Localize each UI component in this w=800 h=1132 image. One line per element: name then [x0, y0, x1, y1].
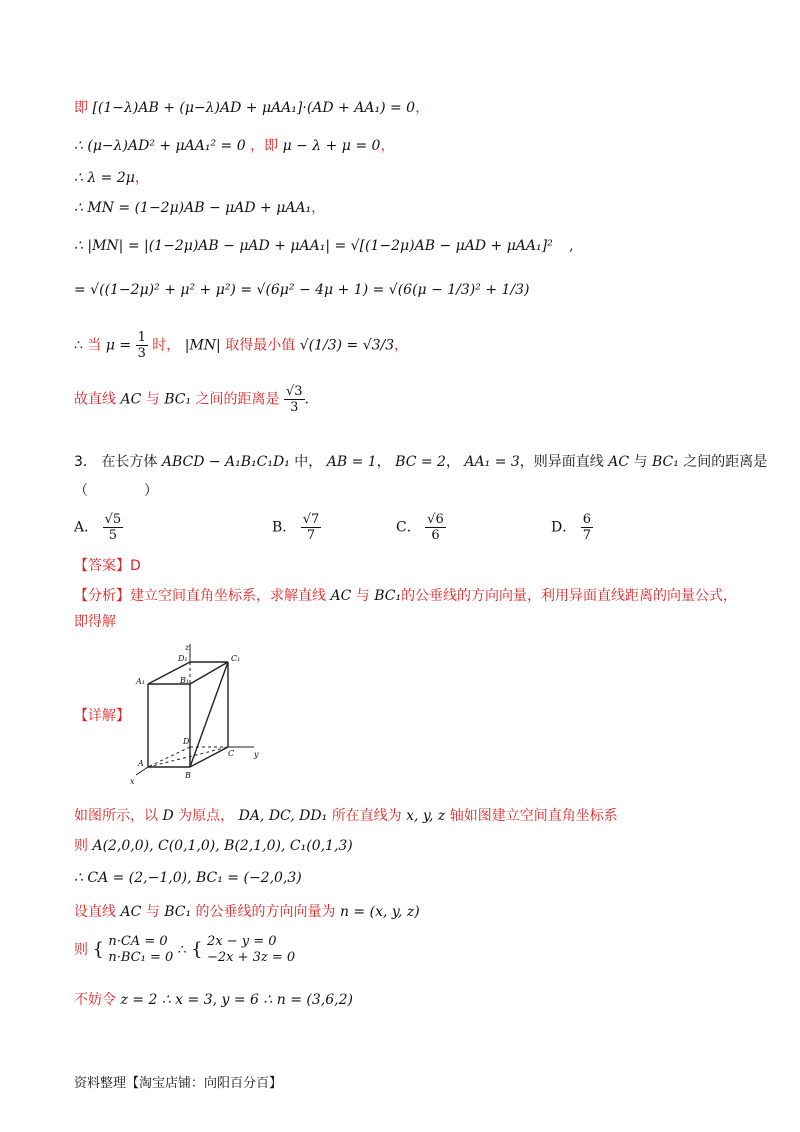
answer-blank: （ ） — [74, 483, 158, 499]
vertex-a1-label: A₁ — [136, 677, 145, 686]
vector-coordinates: ∴ CA = (2,−1,0), BC₁ = (−2,0,3) — [74, 870, 302, 886]
system-2: 2x − y = 0 −2x + 3z = 0 — [206, 934, 296, 965]
equation: [(1−λ)AB + (μ−λ)AD + μAA₁]·(AD + AA₁) = 0 — [92, 100, 416, 116]
solid-name: ABCD − A₁B₁C₁D₁ — [161, 454, 290, 470]
option-label: B． — [272, 519, 297, 536]
equation: ∴ (μ−λ)AD² + μAA₁² = 0 — [74, 138, 246, 154]
solution-text: 为原点， — [178, 808, 235, 824]
option-label: A． — [74, 519, 99, 536]
solution-line-5: 则 { n·CA = 0 n·BC₁ = 0 ∴ { 2x − y = 0 −2x + 3z = 0 — [74, 934, 296, 965]
solution-text: 设直线 — [74, 904, 116, 920]
mn-magnitude: |MN| — [184, 337, 221, 354]
line-bc1: BC₁ — [164, 391, 192, 408]
answer-value: D — [130, 558, 141, 574]
option-value: $\frac{√6}{6}$ — [427, 512, 444, 543]
question-text-e: 之间的距离是 — [683, 454, 768, 470]
question-text-a: 在长方体 — [101, 454, 158, 470]
analysis-text-3: 即得解 — [74, 614, 116, 630]
derivation-line-2: ∴ (μ−λ)AD² + μAA₁² = 0 ，即 μ − λ + μ = 0， — [74, 138, 395, 154]
question-number: 3． — [74, 454, 97, 470]
time-text: 时， — [152, 337, 181, 354]
mu-label: μ = — [105, 337, 132, 354]
analysis-text-1: 建立空间直角坐标系，求解直线 — [130, 588, 326, 604]
derivation-line-4: ∴ MN = (1−2μ)AB − μAD + μAA₁， — [74, 200, 326, 216]
normal-vector: n = (x, y, z) — [339, 904, 420, 920]
option-value: $\frac{√5}{5}$ — [104, 512, 122, 543]
solution-line-1 — [74, 806, 618, 826]
vertex-c-label: C — [228, 749, 235, 758]
conclusion-text-c: 之间的距离是 — [195, 391, 280, 408]
derivation-line-6 — [74, 280, 530, 300]
bc-length: BC = 2 — [395, 454, 446, 470]
therefore-symbol: ∴ — [74, 337, 83, 354]
option-value: $\frac{√7}{7}$ — [302, 512, 320, 543]
solution-text: 则 — [74, 942, 88, 958]
option-a[interactable] — [74, 512, 123, 543]
solution-line-3 — [74, 868, 302, 888]
box-figure — [128, 640, 268, 790]
option-label: D． — [551, 519, 577, 536]
question-text-c: ，则异面直线 — [519, 454, 604, 470]
line-bc1: BC₁ — [651, 454, 679, 470]
option-b[interactable] — [272, 512, 321, 543]
solution-line-4 — [74, 902, 420, 922]
vertex-c1-label: C₁ — [231, 654, 241, 663]
solution-text: 轴如图建立空间直角坐标系 — [449, 808, 618, 824]
when-text: 当 — [87, 337, 102, 354]
solution-result: z = 2 ∴ x = 3, y = 6 ∴ n = (3,6,2) — [120, 992, 353, 1008]
solution-line-2 — [74, 836, 353, 856]
solution-text: 的公垂线的方向向量为 — [195, 904, 336, 920]
axis-y-label: y — [254, 750, 259, 759]
axis-lines: DA, DC, DD₁ — [238, 808, 328, 824]
page-footer: 资料整理【淘宝店铺：向阳百分百】 — [74, 1076, 283, 1091]
vertex-b1-label: B₁ — [180, 676, 190, 685]
equation: ∴ MN = (1−2μ)AB − μAD + μAA₁ — [74, 200, 312, 216]
option-d[interactable] — [551, 512, 593, 543]
derivation-line-3: ∴ λ = 2μ， — [74, 170, 149, 186]
connector-text: ，即 — [250, 138, 279, 154]
axis-names: x, y, z — [406, 808, 446, 824]
origin-d: D — [162, 808, 174, 824]
derivation-conclusion: 故直线 AC 与 BC₁ 之间的距离是 $\frac{√3}{3}$ . — [74, 384, 309, 415]
equation: ∴ λ = 2μ — [74, 170, 135, 186]
min-value: √(1/3) = √3/3 — [299, 337, 395, 354]
vertex-d1-label: D₁ — [178, 654, 188, 663]
solution-text: 如图所示，以 — [74, 808, 158, 824]
vertex-b-label: B — [185, 771, 191, 780]
answer-line — [74, 556, 141, 576]
vertex-d-label: D — [183, 737, 190, 746]
solution-line-6 — [74, 990, 353, 1010]
option-c[interactable] — [396, 512, 446, 543]
line-ac: AC — [608, 454, 630, 470]
solution-text: 则 — [74, 838, 88, 854]
line-ac: AC — [330, 588, 352, 604]
analysis-line-2 — [74, 612, 116, 632]
conclusion-text-a: 故直线 — [74, 391, 116, 408]
solution-text: 与 — [145, 904, 160, 920]
ab-length: AB = 1 — [326, 454, 377, 470]
detail-tag-line — [74, 706, 130, 726]
system-1: n·CA = 0 n·BC₁ = 0 — [108, 934, 174, 965]
analysis-text-2: 的公垂线的方向向量，利用异面直线距离的向量公式， — [401, 588, 738, 604]
therefore-symbol: ∴ — [177, 942, 187, 958]
line-ac: AC — [120, 904, 142, 920]
derivation-line-1: 即 [(1−λ)AB + (μ−λ)AD + μAA₁]·(AD + AA₁) = 0， — [74, 100, 430, 116]
fraction-one-third: $\frac{1}{3}$ — [137, 330, 146, 361]
derivation-line-7: ∴ 当 μ = $\frac{1}{3}$ 时， |MN| 取得最小值 √(1/3) = √3/3， — [74, 330, 409, 361]
line-bc1: BC₁ — [374, 588, 402, 604]
aa1-length: AA₁ = 3 — [464, 454, 520, 470]
line-ac: AC — [120, 391, 142, 408]
min-value-text: 取得最小值 — [225, 337, 296, 354]
detail-tag: 【详解】 — [74, 708, 130, 724]
question-blank — [74, 481, 158, 501]
analysis-and: 与 — [355, 588, 370, 604]
point-coordinates: A(2,0,0), C(0,1,0), B(2,1,0), C₁(0,1,3) — [92, 838, 353, 854]
axis-x-label: x — [130, 777, 135, 786]
question-3-stem: 3． 在长方体 ABCD − A₁B₁C₁D₁ 中， AB = 1， BC = 2， AA₁ = 3，则异面直线 AC 与 BC₁ 之间的距离是 — [74, 454, 768, 470]
equation: ∴ |MN| = |(1−2μ)AB − μAD + μAA₁| = √[(1−2μ)AB − μAD + μAA₁]² — [74, 238, 553, 254]
question-text-b: 中， — [294, 454, 323, 470]
analysis-line — [74, 586, 737, 606]
derivation-line-5: ∴ |MN| = |(1−2μ)AB − μAD + μAA₁| = √[(1−2μ)AB − μAD + μAA₁]² , — [74, 238, 574, 254]
question-text-d: 与 — [633, 454, 648, 470]
answer-tag: 【答案】 — [74, 558, 130, 574]
equation: μ − λ + μ = 0 — [282, 138, 381, 154]
prefix-ji: 即 — [74, 100, 88, 116]
conclusion-text-b: 与 — [145, 391, 160, 408]
solution-text: 不妨令 — [74, 992, 116, 1008]
option-value: $\frac{6}{7}$ — [582, 512, 591, 543]
option-label: C． — [396, 519, 421, 536]
analysis-tag: 【分析】 — [74, 588, 130, 604]
equation: = √((1−2μ)² + μ² + μ²) = √(6μ² − 4μ + 1) = √(6(μ − 1/3)² + 1/3) — [74, 282, 530, 298]
distance-fraction: $\frac{√3}{3}$ — [285, 384, 303, 415]
vertex-a-label: A — [138, 759, 144, 768]
solution-text: 所在直线为 — [331, 808, 402, 824]
axis-z-label: z — [185, 643, 190, 652]
line-bc1: BC₁ — [164, 904, 192, 920]
